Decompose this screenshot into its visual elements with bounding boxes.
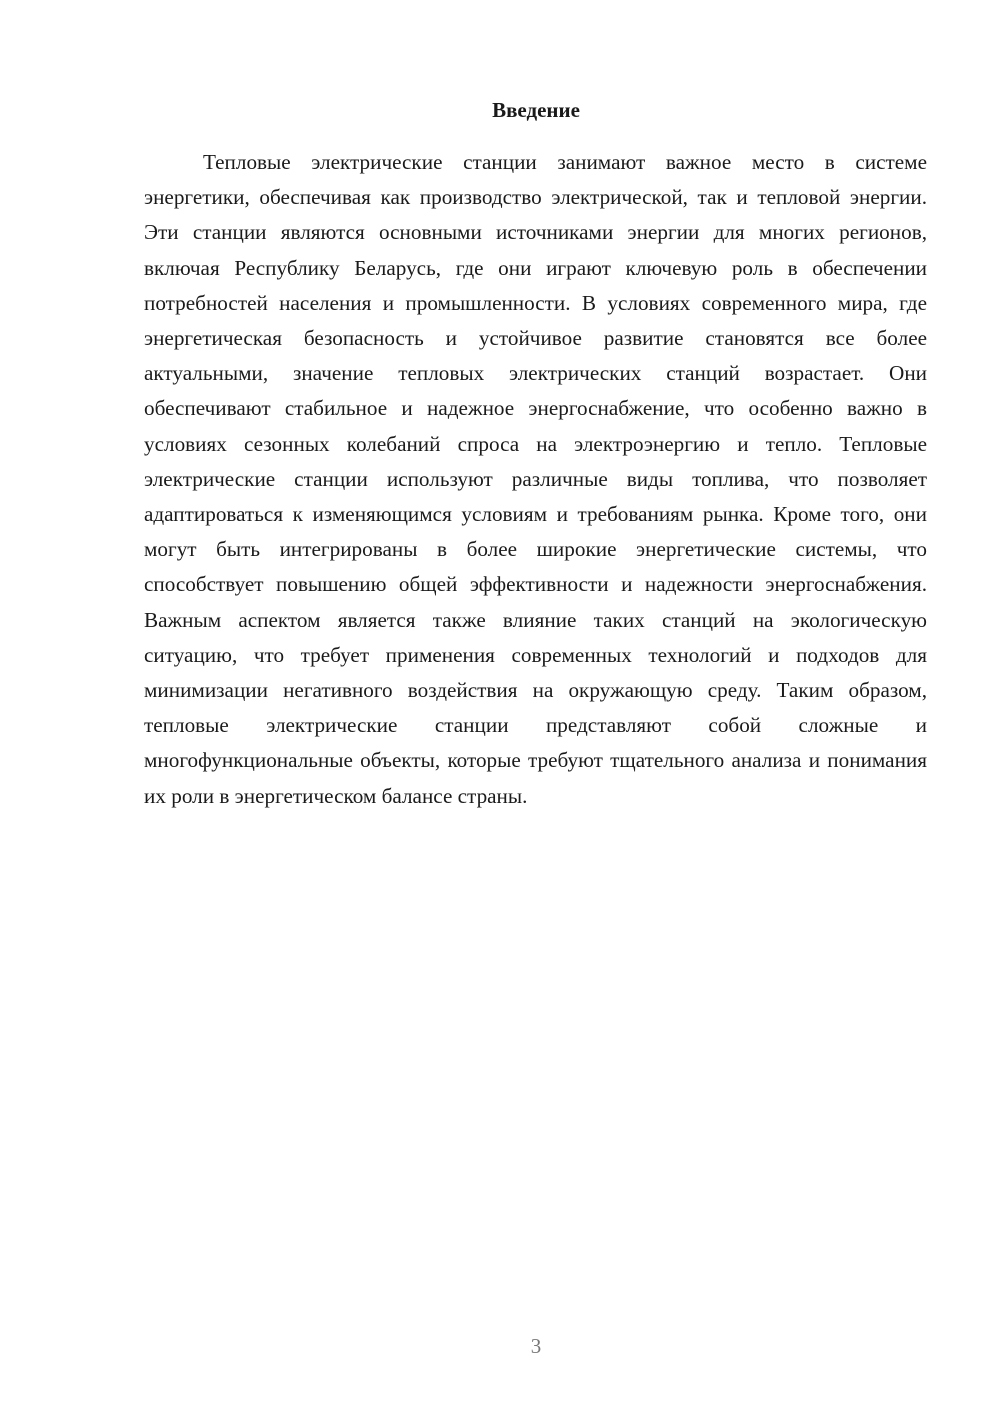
section-heading: Введение [492, 98, 580, 122]
page-number: 3 [530, 1334, 542, 1358]
intro-paragraph: Тепловые электрические станции занимают важное место в системе энергетики, обеспечивая как производство электрической, так и тепловой энергии. Эти станции являются основными источниками энергии для многих регионов, включая Республику Беларусь, где они играют ключевую роль в обеспечении потребностей населения и промышленности. В условиях современного мира, где энергетическая безопасность и устойчивое развитие становятся все более актуальными, значение тепловых электрических станций возрастает. Они обеспечивают стабильное и надежное энергоснабжение, что особенно важно в условиях сезонных колебаний спроса на электроэнергию и тепло. Тепловые электрические станции используют различные виды топлива, что позволяет адаптироваться к изменяющимся условиям и требованиям рынка. Кроме того, они могут быть интегрированы в более широкие энергетические системы, что способствует повышению общей эффективности и надежности энергоснабжения. Важным аспектом является также влияние таких станций на экологическую ситуацию, что требует применения современных технологий и подходов для минимизации негативного воздействия на окружающую среду. Таким образом, тепловые электрические станции представляют собой сложные и многофункциональные объекты, которые требуют тщательного анализа и понимания их роли в энергетическом балансе страны. [144, 150, 927, 808]
